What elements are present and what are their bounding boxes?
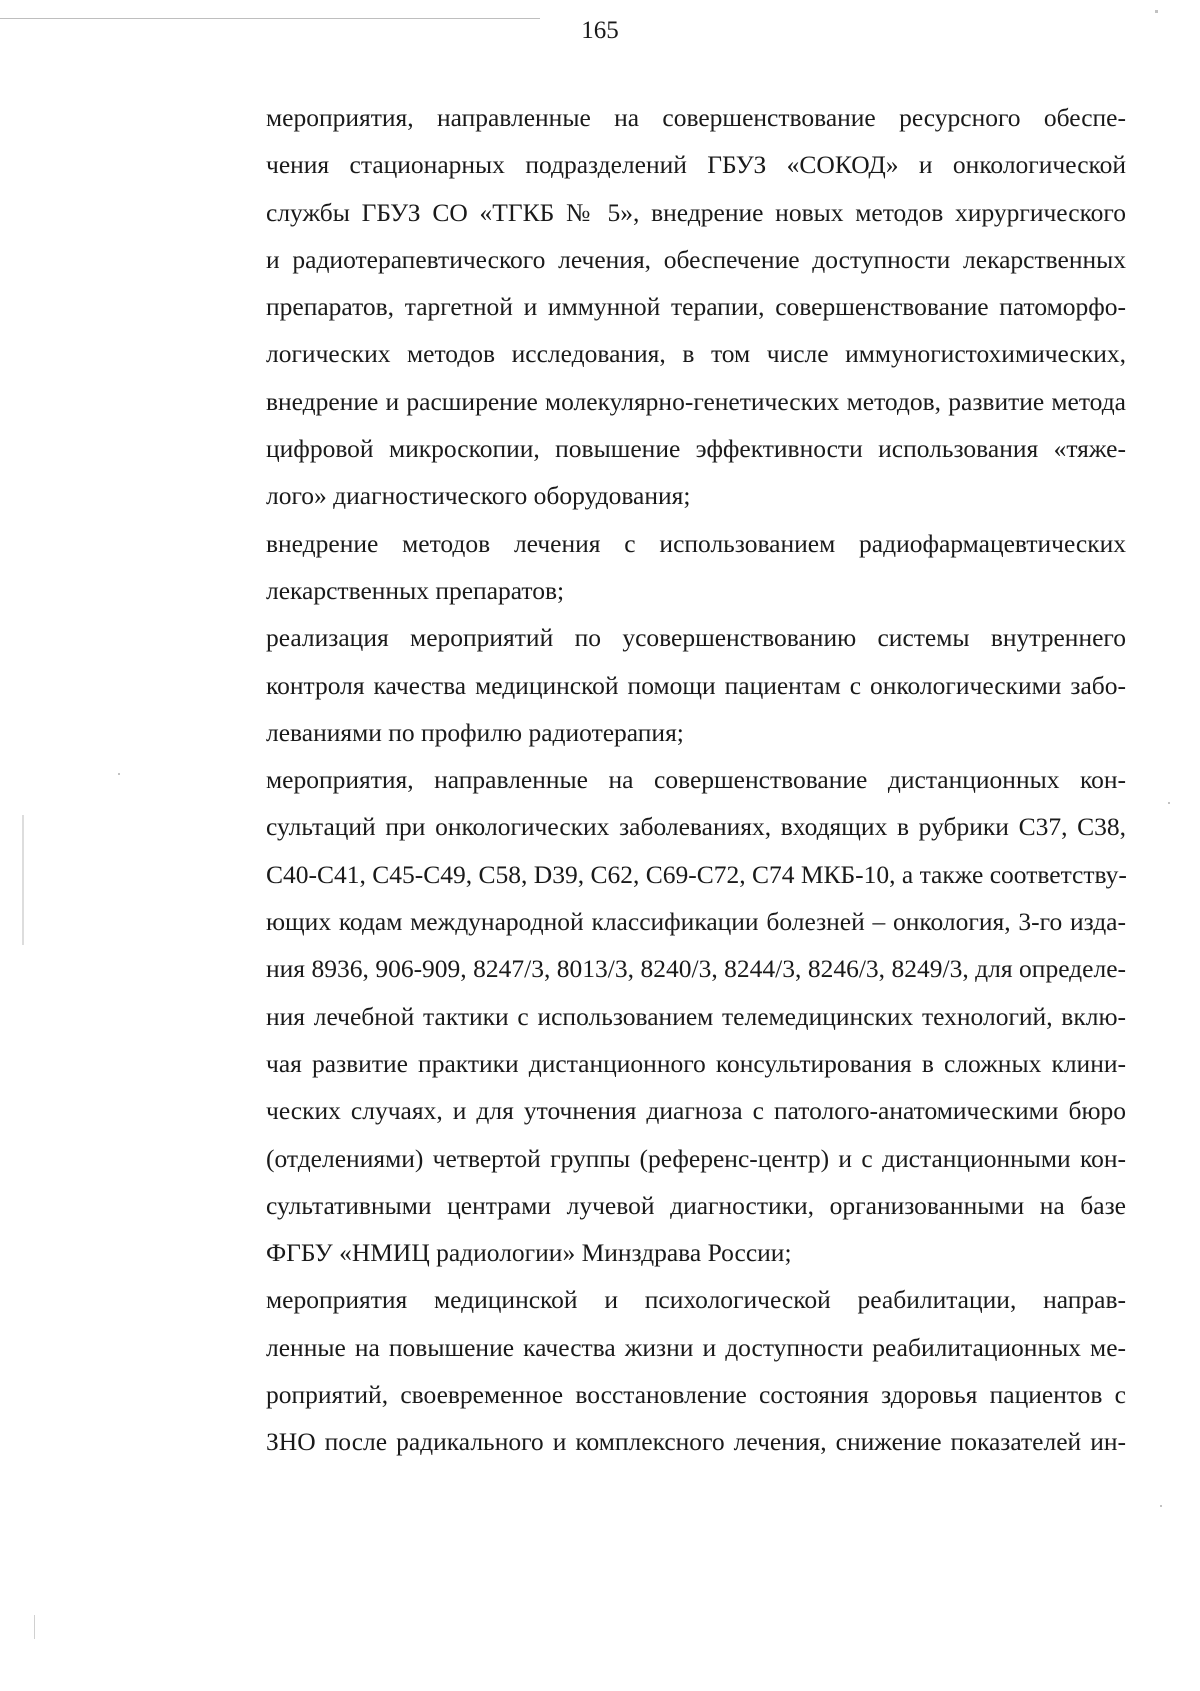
text-line: сультативными центрами лучевой диагностики, организованными на базе	[266, 1190, 1126, 1220]
scan-speck	[118, 773, 120, 775]
text-line: мероприятия медицинской и психологической реабилитации, направ-	[266, 1285, 1126, 1315]
text-line: ЗНО после радикального и комплексного лечения, снижение показателей ин-	[266, 1427, 1126, 1457]
text-line: мероприятия, направленные на совершенствование дистанционных кон-	[266, 765, 1126, 795]
text-line: лого» диагностического оборудования;	[266, 481, 691, 511]
text-line: и радиотерапевтического лечения, обеспечение доступности лекарственных	[266, 244, 1126, 274]
paragraph-remote-consultations	[196, 756, 1126, 1276]
text-line: ния 8936, 906-909, 8247/3, 8013/3, 8240/3, 8244/3, 8246/3, 8249/3, для определе-	[266, 954, 1126, 984]
text-line: чая развитие практики дистанционного консультирования в сложных клини-	[266, 1048, 1126, 1078]
text-line: роприятий, своевременное восстановление состояния здоровья пациентов с	[266, 1380, 1126, 1410]
paragraph-resource-support	[196, 94, 1126, 520]
scan-speck	[1155, 10, 1158, 13]
paragraph-quality-control	[196, 614, 1126, 756]
document-body	[196, 94, 1126, 1466]
text-line: лекарственных препаратов;	[266, 575, 565, 605]
text-line: мероприятия, направленные на совершенствование ресурсного обеспе-	[266, 103, 1126, 132]
text-line: чения стационарных подразделений ГБУЗ «СОКОД» и онкологической	[266, 150, 1126, 180]
text-line: (отделениями) четвертой группы (референс-центр) и с дистанционными кон-	[266, 1143, 1126, 1173]
text-line: сультаций при онкологических заболеваниях, входящих в рубрики С37, С38,	[266, 812, 1126, 842]
text-line: контроля качества медицинской помощи пациентам с онкологическими забо-	[266, 670, 1126, 700]
text-line: внедрение и расширение молекулярно-генетических методов, развитие метода	[266, 386, 1126, 416]
text-line: ющих кодам международной классификации болезней – онкология, 3-го изда-	[266, 907, 1126, 937]
text-line: леваниями по профилю радиотерапия;	[266, 717, 684, 747]
text-line: препаратов, таргетной и иммунной терапии, совершенствование патоморфо-	[266, 292, 1126, 322]
scan-speck	[1160, 1505, 1162, 1507]
text-line: ленные на повышение качества жизни и доступности реабилитационных ме-	[266, 1332, 1126, 1362]
text-line: цифровой микроскопии, повышение эффективности использования «тяже-	[266, 434, 1126, 464]
text-line: ческих случаях, и для уточнения диагноза с патолого-анатомическими бюро	[266, 1096, 1126, 1126]
text-line: ФГБУ «НМИЦ радиологии» Минздрава России;	[266, 1238, 792, 1268]
text-line: ния лечебной тактики с использованием телемедицинских технологий, вклю-	[266, 1001, 1126, 1031]
scan-speck	[22, 815, 24, 945]
text-line: внедрение методов лечения с использованием радиофармацевтических	[266, 528, 1126, 558]
paragraph-radiopharmaceuticals	[196, 520, 1126, 615]
text-line: С40-С41, С45-С49, С58, D39, С62, С69-С72, С74 МКБ-10, а также соответству-	[266, 859, 1127, 889]
text-line: реализация мероприятий по усовершенствованию системы внутреннего	[266, 623, 1126, 653]
scan-speck	[1168, 802, 1170, 804]
text-line: службы ГБУЗ СО «ТГКБ № 5», внедрение новых методов хирургического	[266, 197, 1126, 227]
scan-speck	[34, 1615, 35, 1639]
text-line: логических методов исследования, в том числе иммуногистохимических,	[266, 339, 1126, 369]
page-number: 165	[581, 17, 619, 44]
paragraph-rehabilitation	[196, 1276, 1126, 1465]
